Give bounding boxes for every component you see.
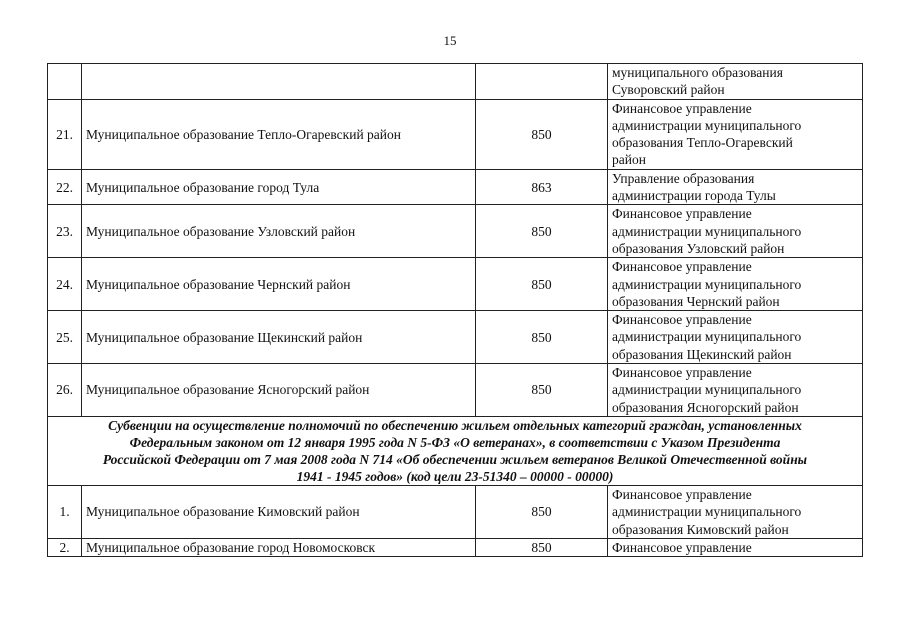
administrator-cell bbox=[608, 205, 863, 258]
municipality-name: Муниципальное образование город Тула bbox=[82, 169, 476, 205]
administrator-line: образования Щекинский район bbox=[612, 346, 792, 362]
administrator-line: администрации муниципального bbox=[612, 276, 802, 292]
table-row bbox=[48, 538, 863, 556]
section-heading-line: Субвенции на осуществление полномочий по обеспечению жильем отдельных категорий граждан, установленных bbox=[108, 417, 802, 433]
section-heading-line: Федеральным законом от 12 января 1995 года N 5-ФЗ «О ветеранах», в соответствии с Указом Президента bbox=[129, 434, 781, 450]
budget-code: 850 bbox=[476, 99, 608, 169]
table-row bbox=[48, 99, 863, 169]
administrator-line: образования Узловский район bbox=[612, 240, 785, 256]
administrator-line: Финансовое управление bbox=[612, 259, 752, 275]
administrator-line: образования Ясногорский район bbox=[612, 399, 799, 415]
administrator-line: администрации муниципального bbox=[612, 504, 802, 520]
municipality-name: Муниципальное образование Чернский район bbox=[82, 258, 476, 311]
administrator-line: администрации города Тулы bbox=[612, 188, 776, 204]
budget-code: 850 bbox=[476, 364, 608, 417]
administrator-cell bbox=[608, 364, 863, 417]
administrator-line: администрации муниципального bbox=[612, 329, 802, 345]
administrator-line: Финансовое управление bbox=[612, 486, 752, 502]
administrator-cell bbox=[608, 64, 863, 100]
row-number: 26. bbox=[48, 364, 82, 417]
table-body bbox=[48, 64, 863, 557]
administrator-cell bbox=[608, 311, 863, 364]
administrator-cell bbox=[608, 538, 863, 556]
administrator-cell bbox=[608, 169, 863, 205]
administrator-line: муниципального образования bbox=[612, 65, 783, 80]
row-number: 24. bbox=[48, 258, 82, 311]
row-number bbox=[48, 64, 82, 100]
administrator-cell bbox=[608, 485, 863, 538]
subsidy-table bbox=[47, 63, 863, 557]
municipality-name bbox=[82, 64, 476, 100]
section-heading-line: Российской Федерации от 7 мая 2008 года N 714 «Об обеспечении жильем ветеранов Великой Отечественной войны bbox=[102, 451, 808, 467]
administrator-line: Финансовое управление bbox=[612, 206, 752, 222]
administrator-line: Финансовое управление bbox=[612, 539, 752, 555]
table-row bbox=[48, 205, 863, 258]
municipality-name: Муниципальное образование Ясногорский район bbox=[82, 364, 476, 417]
administrator-line: администрации муниципального bbox=[612, 223, 802, 239]
table-row bbox=[48, 364, 863, 417]
table-row bbox=[48, 169, 863, 205]
administrator-line: администрации муниципального bbox=[612, 382, 802, 398]
municipality-name: Муниципальное образование Кимовский район bbox=[82, 485, 476, 538]
section-heading bbox=[48, 416, 863, 485]
administrator-line: администрации муниципального bbox=[612, 117, 802, 133]
administrator-line: Суворовский район bbox=[612, 82, 725, 98]
row-number: 2. bbox=[48, 538, 82, 556]
table-row bbox=[48, 485, 863, 538]
administrator-cell bbox=[608, 99, 863, 169]
municipality-name: Муниципальное образование Тепло-Огаревский район bbox=[82, 99, 476, 169]
table-row bbox=[48, 258, 863, 311]
administrator-line: Финансовое управление bbox=[612, 365, 752, 381]
budget-code: 850 bbox=[476, 485, 608, 538]
row-number: 25. bbox=[48, 311, 82, 364]
section-heading-row bbox=[48, 416, 863, 485]
budget-code: 863 bbox=[476, 169, 608, 205]
table-row bbox=[48, 64, 863, 100]
municipality-name: Муниципальное образование Щекинский район bbox=[82, 311, 476, 364]
budget-code: 850 bbox=[476, 205, 608, 258]
administrator-line: Финансовое управление bbox=[612, 100, 752, 116]
row-number: 22. bbox=[48, 169, 82, 205]
table-row bbox=[48, 311, 863, 364]
row-number: 23. bbox=[48, 205, 82, 258]
section-heading-line: 1941 - 1945 годов» (код цели 23-51340 – 00000 - 00000) bbox=[296, 468, 614, 484]
budget-code: 850 bbox=[476, 258, 608, 311]
budget-code bbox=[476, 64, 608, 100]
administrator-line: образования Кимовский район bbox=[612, 521, 789, 537]
municipality-name: Муниципальное образование город Новомосковск bbox=[82, 538, 476, 556]
administrator-line: Финансовое управление bbox=[612, 312, 752, 328]
administrator-line: Управление образования bbox=[612, 170, 755, 186]
municipality-name: Муниципальное образование Узловский район bbox=[82, 205, 476, 258]
administrator-line: образования Тепло-Огаревский bbox=[612, 135, 793, 151]
budget-code: 850 bbox=[476, 311, 608, 364]
administrator-line: район bbox=[612, 152, 646, 168]
administrator-cell bbox=[608, 258, 863, 311]
row-number: 1. bbox=[48, 485, 82, 538]
administrator-line: образования Чернский район bbox=[612, 293, 780, 309]
row-number: 21. bbox=[48, 99, 82, 169]
page-number: 15 bbox=[443, 33, 457, 48]
budget-code: 850 bbox=[476, 538, 608, 556]
